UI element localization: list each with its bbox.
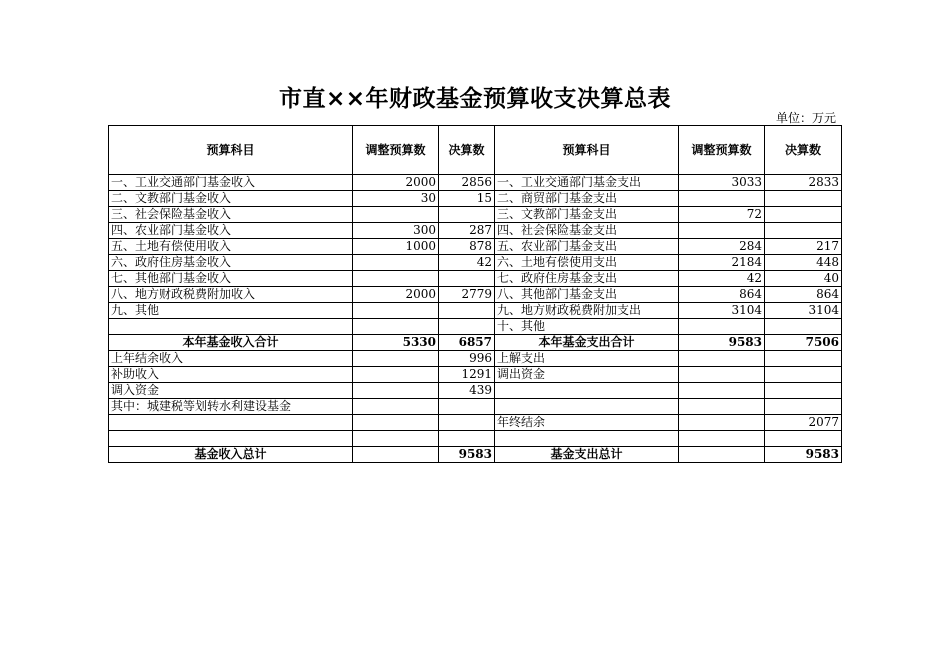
income-adjusted-cell <box>353 431 439 447</box>
income-item-cell <box>109 415 353 431</box>
income-adjusted-cell: 2000 <box>353 175 439 191</box>
expense-adjusted-cell: 2184 <box>679 255 765 271</box>
income-final-cell: 878 <box>439 239 495 255</box>
income-adjusted-cell <box>353 447 439 463</box>
expense-adjusted-cell: 3033 <box>679 175 765 191</box>
table-row <box>109 271 842 287</box>
income-final-cell: 1291 <box>439 367 495 383</box>
total-row <box>109 447 842 463</box>
income-item-cell: 九、其他 <box>109 303 353 319</box>
income-final-cell: 2856 <box>439 175 495 191</box>
expense-item-cell: 八、其他部门基金支出 <box>495 287 679 303</box>
income-final-cell <box>439 207 495 223</box>
expense-adjusted-cell: 9583 <box>679 335 765 351</box>
table-row <box>109 303 842 319</box>
expense-adjusted-cell: 72 <box>679 207 765 223</box>
income-item-cell: 八、地方财政税费附加收入 <box>109 287 353 303</box>
income-final-cell: 9583 <box>439 447 495 463</box>
expense-adjusted-cell <box>679 223 765 239</box>
expense-adjusted-cell <box>679 399 765 415</box>
header-left-adjusted: 调整预算数 <box>353 126 439 175</box>
expense-final-cell <box>765 367 842 383</box>
header-right-item: 预算科目 <box>495 126 679 175</box>
expense-item-cell: 六、土地有偿使用支出 <box>495 255 679 271</box>
expense-adjusted-cell: 42 <box>679 271 765 287</box>
table-row <box>109 191 842 207</box>
header-left-final: 决算数 <box>439 126 495 175</box>
expense-final-cell: 2833 <box>765 175 842 191</box>
income-adjusted-cell: 1000 <box>353 239 439 255</box>
expense-item-cell: 三、文教部门基金支出 <box>495 207 679 223</box>
income-item-cell <box>109 319 353 335</box>
table-row <box>109 431 842 447</box>
income-final-cell <box>439 271 495 287</box>
expense-final-cell <box>765 207 842 223</box>
table-row <box>109 207 842 223</box>
table-row <box>109 399 842 415</box>
total-row <box>109 335 842 351</box>
income-adjusted-cell <box>353 255 439 271</box>
income-adjusted-cell: 2000 <box>353 287 439 303</box>
expense-final-cell <box>765 431 842 447</box>
income-item-cell: 本年基金收入合计 <box>109 335 353 351</box>
expense-item-cell: 七、政府住房基金支出 <box>495 271 679 287</box>
expense-final-cell <box>765 319 842 335</box>
income-adjusted-cell <box>353 207 439 223</box>
expense-adjusted-cell <box>679 367 765 383</box>
income-item-cell: 六、政府住房基金收入 <box>109 255 353 271</box>
budget-table <box>108 125 842 463</box>
income-adjusted-cell <box>353 383 439 399</box>
header-right-final: 决算数 <box>765 126 842 175</box>
header-right-adjusted: 调整预算数 <box>679 126 765 175</box>
expense-final-cell <box>765 351 842 367</box>
income-item-cell: 五、土地有偿使用收入 <box>109 239 353 255</box>
table-row <box>109 351 842 367</box>
table-row <box>109 383 842 399</box>
expense-item-cell: 十、其他 <box>495 319 679 335</box>
table-row <box>109 415 842 431</box>
expense-final-cell: 40 <box>765 271 842 287</box>
income-item-cell: 上年结余收入 <box>109 351 353 367</box>
expense-item-cell: 调出资金 <box>495 367 679 383</box>
income-item-cell: 二、文教部门基金收入 <box>109 191 353 207</box>
income-item-cell: 三、社会保险基金收入 <box>109 207 353 223</box>
expense-final-cell <box>765 223 842 239</box>
expense-final-cell: 448 <box>765 255 842 271</box>
income-adjusted-cell <box>353 319 439 335</box>
expense-item-cell: 上解支出 <box>495 351 679 367</box>
expense-item-cell: 四、社会保险基金支出 <box>495 223 679 239</box>
income-adjusted-cell <box>353 271 439 287</box>
income-adjusted-cell <box>353 399 439 415</box>
expense-item-cell: 九、地方财政税费附加支出 <box>495 303 679 319</box>
income-item-cell: 七、其他部门基金收入 <box>109 271 353 287</box>
income-final-cell <box>439 303 495 319</box>
income-final-cell: 996 <box>439 351 495 367</box>
expense-final-cell: 2077 <box>765 415 842 431</box>
expense-item-cell <box>495 399 679 415</box>
income-final-cell <box>439 415 495 431</box>
income-final-cell: 6857 <box>439 335 495 351</box>
expense-adjusted-cell <box>679 431 765 447</box>
income-item-cell: 其中：城建税等划转水利建设基金 <box>109 399 353 415</box>
table-row <box>109 175 842 191</box>
expense-adjusted-cell <box>679 319 765 335</box>
expense-item-cell: 年终结余 <box>495 415 679 431</box>
expense-item-cell: 本年基金支出合计 <box>495 335 679 351</box>
income-final-cell: 287 <box>439 223 495 239</box>
expense-final-cell: 7506 <box>765 335 842 351</box>
expense-adjusted-cell: 864 <box>679 287 765 303</box>
expense-final-cell <box>765 399 842 415</box>
expense-final-cell: 217 <box>765 239 842 255</box>
income-adjusted-cell: 300 <box>353 223 439 239</box>
expense-adjusted-cell: 3104 <box>679 303 765 319</box>
income-item-cell: 调入资金 <box>109 383 353 399</box>
expense-final-cell: 864 <box>765 287 842 303</box>
expense-adjusted-cell: 284 <box>679 239 765 255</box>
income-adjusted-cell <box>353 415 439 431</box>
table-row <box>109 223 842 239</box>
page-title: 市直××年财政基金预算收支决算总表 <box>278 86 672 112</box>
expense-item-cell <box>495 431 679 447</box>
table-row <box>109 367 842 383</box>
expense-adjusted-cell <box>679 383 765 399</box>
expense-adjusted-cell <box>679 415 765 431</box>
income-final-cell: 439 <box>439 383 495 399</box>
expense-adjusted-cell <box>679 191 765 207</box>
header-left-item: 预算科目 <box>109 126 353 175</box>
income-item-cell: 补助收入 <box>109 367 353 383</box>
income-final-cell: 42 <box>439 255 495 271</box>
income-final-cell <box>439 431 495 447</box>
income-item-cell <box>109 431 353 447</box>
expense-final-cell <box>765 383 842 399</box>
income-item-cell: 四、农业部门基金收入 <box>109 223 353 239</box>
expense-final-cell: 3104 <box>765 303 842 319</box>
expense-final-cell: 9583 <box>765 447 842 463</box>
table-row <box>109 287 842 303</box>
expense-item-cell <box>495 383 679 399</box>
expense-adjusted-cell <box>679 447 765 463</box>
expense-item-cell: 二、商贸部门基金支出 <box>495 191 679 207</box>
income-final-cell <box>439 319 495 335</box>
income-adjusted-cell: 5330 <box>353 335 439 351</box>
income-adjusted-cell <box>353 351 439 367</box>
income-final-cell: 2779 <box>439 287 495 303</box>
income-adjusted-cell: 30 <box>353 191 439 207</box>
table-row <box>109 255 842 271</box>
income-final-cell <box>439 399 495 415</box>
income-adjusted-cell <box>353 367 439 383</box>
expense-item-cell: 基金支出总计 <box>495 447 679 463</box>
income-adjusted-cell <box>353 303 439 319</box>
table-row <box>109 239 842 255</box>
expense-item-cell: 一、工业交通部门基金支出 <box>495 175 679 191</box>
table-header-row <box>109 126 842 175</box>
expense-item-cell: 五、农业部门基金支出 <box>495 239 679 255</box>
unit-label: 单位：万元 <box>775 111 836 125</box>
income-final-cell: 15 <box>439 191 495 207</box>
expense-adjusted-cell <box>679 351 765 367</box>
income-item-cell: 一、工业交通部门基金收入 <box>109 175 353 191</box>
table-row <box>109 319 842 335</box>
expense-final-cell <box>765 191 842 207</box>
income-item-cell: 基金收入总计 <box>109 447 353 463</box>
